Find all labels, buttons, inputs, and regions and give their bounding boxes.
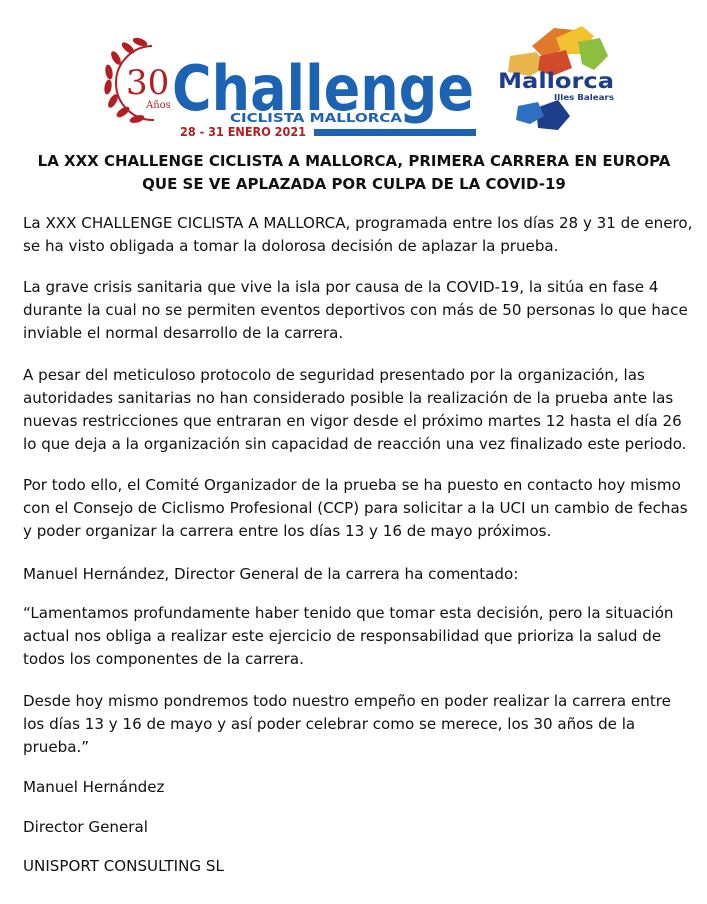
anniversary-number: 30 bbox=[126, 63, 170, 103]
challenge-underline bbox=[314, 129, 476, 136]
paragraph-4: Por todo ello, el Comité Organizador de la prueba se ha puesto en contacto hoy mismo con el Consejo de Ciclismo Profesional (CCP) para solicitar a la UCI un cambio de fechas y poder organizar la carrera entre los días 13 y 16 de mayo próximos. bbox=[23, 476, 688, 540]
challenge-subtitle: CICLISTA MALLORCA bbox=[230, 111, 403, 125]
paragraph-7: Desde hoy mismo pondremos todo nuestro empeño en poder realizar la carrera entre los días 13 y 16 de mayo y así poder celebrar como se merece, los 30 años de la prueba.” bbox=[23, 692, 671, 756]
challenge-logo bbox=[100, 30, 480, 142]
challenge-dates: 28 - 31 ENERO 2021 bbox=[180, 125, 306, 139]
challenge-wordmark: Challenge bbox=[172, 52, 474, 125]
anniversary-word: Años bbox=[146, 100, 171, 111]
paragraph-1: La XXX CHALLENGE CICLISTA A MALLORCA, programada entre los días 28 y 31 de enero, se ha visto obligada a tomar la dolorosa decisión de aplazar la prueba. bbox=[23, 214, 693, 255]
mallorca-logo bbox=[496, 24, 618, 136]
signature-title: Director General bbox=[23, 818, 148, 836]
paragraph-5: Manuel Hernández, Director General de la carrera ha comentado: bbox=[23, 565, 519, 583]
paragraph-2: La grave crisis sanitaria que vive la isla por causa de la COVID-19, la sitúa en fase 4 durante la cual no se permiten eventos deportivos con más de 50 personas lo que hace inviable el normal desarrollo de la carrera. bbox=[23, 278, 688, 342]
header bbox=[0, 0, 707, 142]
signature-name: Manuel Hernández bbox=[23, 778, 165, 796]
headline-line-2: QUE SE VE APLAZADA POR CULPA DE LA COVID-19 bbox=[142, 175, 566, 193]
signature-company: UNISPORT CONSULTING SL bbox=[23, 857, 224, 875]
mallorca-wordmark: Mallorca bbox=[498, 69, 614, 93]
headline-line-1: LA XXX CHALLENGE CICLISTA A MALLORCA, PRIMERA CARRERA EN EUROPA bbox=[37, 152, 671, 170]
mallorca-subtitle: Illes Balears bbox=[554, 93, 615, 102]
headline bbox=[22, 150, 686, 196]
paragraph-3: A pesar del meticuloso protocolo de seguridad presentado por la organización, las autoridades sanitarias no han considerado posible la realización de la prueba ante las nuevas restricciones que entraran en vigor desde el próximo martes 12 hasta el día 26 lo que deja a la organización sin capacidad de reacción una vez finalizado este periodo. bbox=[23, 366, 687, 453]
paragraph-6: “Lamentamos profundamente haber tenido que tomar esta decisión, pero la situación actual nos obliga a realizar este ejercicio de responsabilidad que prioriza la salud de todos los componentes de la carrera. bbox=[23, 604, 674, 668]
